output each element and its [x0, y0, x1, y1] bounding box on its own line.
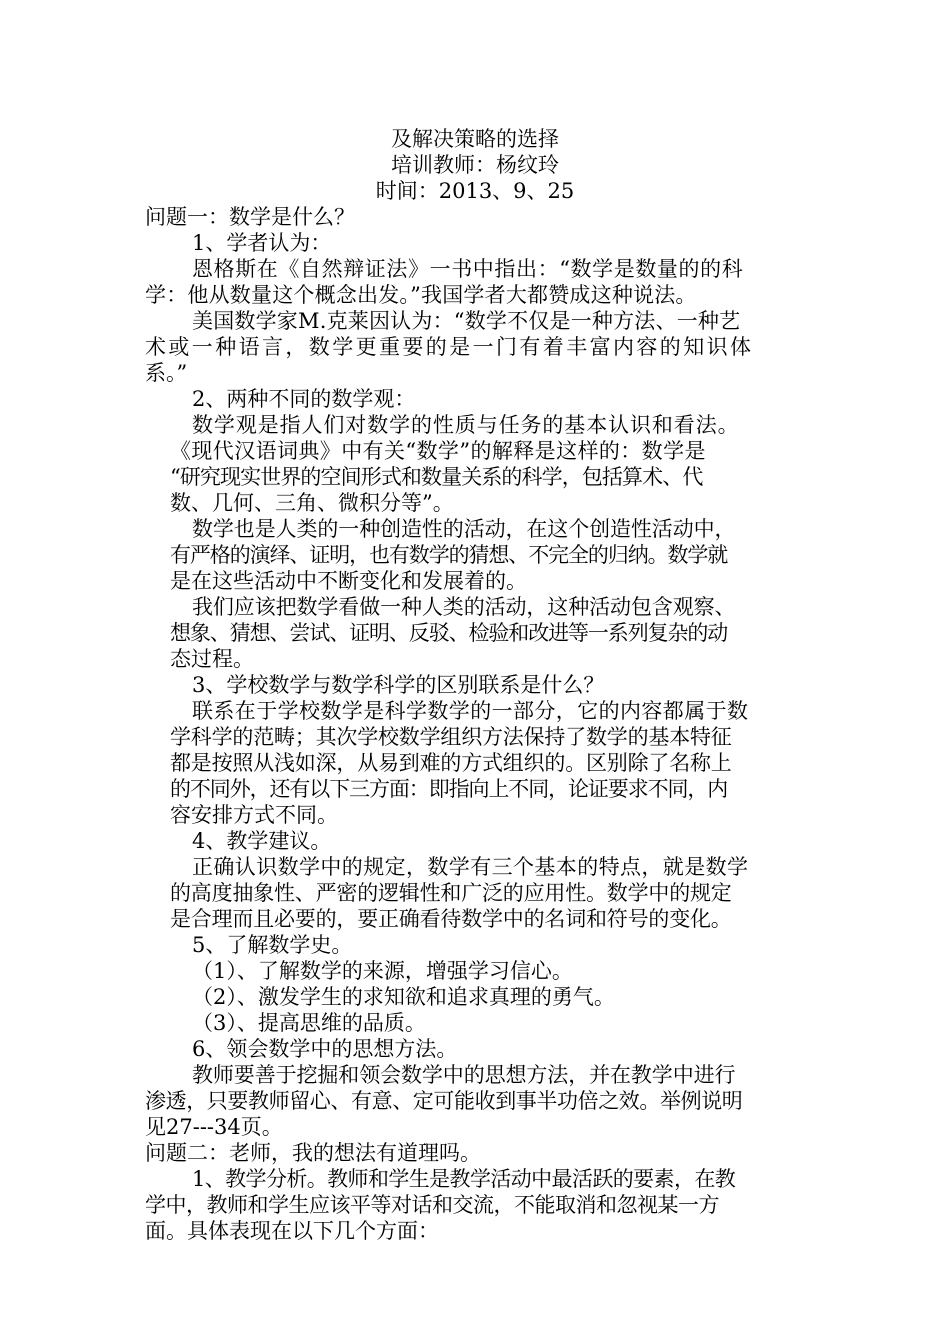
list-item: （3）、提高思维的品质。 [192, 1011, 426, 1035]
paragraph-line: 学科学的范畴；其次学校数学组织方法保持了数学的基本特征 [170, 725, 732, 749]
subheading: 3、学校数学与数学科学的区别联系是什么？ [192, 673, 605, 697]
paragraph-line: 系。” [145, 361, 188, 385]
date-line: 时间：2013、9、25 [375, 179, 575, 203]
paragraph-line: 数、几何、三角、微积分等”。 [170, 491, 454, 515]
paragraph-line: 学：他从数量这个概念出发。”我国学者大都赞成这种说法。 [145, 283, 697, 307]
paragraph-line: 是合理而且必要的，要正确看待数学中的名词和符号的变化。 [170, 907, 732, 931]
subheading: 2、两种不同的数学观： [192, 387, 416, 411]
paragraph-line: 学中，教师和学生应该平等对话和交流，不能取消和忽视某一方 [145, 1193, 719, 1217]
paragraph-line: 都是按照从浅如深，从易到难的方式组织的。区别除了名称上 [170, 751, 732, 775]
paragraph-line: 想象、猜想、尝试、证明、反驳、检验和改进等一系列复杂的动 [170, 621, 728, 645]
paragraph-line: 术或一种语言，数学更重要的是一门有着丰富内容的知识体 [145, 335, 754, 359]
paragraph-line: 的高度抽象性、严密的逻辑性和广泛的应用性。数学中的规定 [170, 881, 732, 905]
list-item: （1）、了解数学的来源，增强学习信心。 [192, 959, 573, 983]
document-title: 及解决策略的选择 [391, 127, 559, 151]
paragraph-line: 容安排方式不同。 [170, 803, 338, 827]
paragraph-line: 教师要善于挖掘和领会数学中的思想方法，并在教学中进行 [192, 1063, 736, 1087]
paragraph-line: 渗透，只要教师留心、有意、定可能收到事半功倍之效。举例说明 [145, 1089, 743, 1113]
section-heading: 问题一：数学是什么？ [145, 205, 355, 229]
subheading: 4、教学建议。 [192, 829, 332, 853]
paragraph-line: 我们应该把数学看做一种人类的活动，这种活动包含观察、 [192, 595, 736, 619]
paragraph-line: 美国数学家M.克莱因认为：“数学不仅是一种方法、一种艺 [192, 309, 741, 333]
paragraph-line: 有严格的演绎、证明，也有数学的猜想、不完全的归纳。数学就 [170, 543, 728, 567]
paragraph-line: 的不同外，还有以下三方面：即指向上不同，论证要求不同，内 [170, 777, 728, 801]
paragraph-line: 联系在于学校数学是科学数学的一部分，它的内容都属于数 [192, 699, 749, 723]
paragraph-line: 态过程。 [170, 647, 254, 671]
paragraph-line: 是在这些活动中不断变化和发展着的。 [170, 569, 527, 593]
paragraph-line: 数学也是人类的一种创造性的活动，在这个创造性活动中， [192, 517, 736, 541]
paragraph-line: 正确认识数学中的规定，数学有三个基本的特点，就是数学 [192, 855, 749, 879]
subheading: 5、了解数学史。 [192, 933, 353, 957]
paragraph-line: 1、教学分析。教师和学生是教学活动中最活跃的要素，在教 [192, 1167, 736, 1191]
trainer-line: 培训教师：杨纹玲 [391, 153, 559, 177]
paragraph-line: 面。具体表现在以下几个方面： [145, 1219, 439, 1243]
subheading: 1、学者认为： [192, 231, 332, 255]
subheading: 6、领会数学中的思想方法。 [192, 1037, 458, 1061]
paragraph-line: 见27---34页。 [145, 1115, 283, 1139]
list-item: （2）、激发学生的求知欲和追求真理的勇气。 [192, 985, 615, 1009]
paragraph-line: 恩格斯在《自然辩证法》一书中指出：“数学是数量的的科 [192, 257, 744, 281]
paragraph-line: “研究现实世界的空间形式和数量关系的科学，包括算术、代 [170, 465, 703, 489]
section-heading: 问题二：老师，我的想法有道理吗。 [145, 1141, 481, 1165]
paragraph-line: 《现代汉语词典》中有关“数学”的解释是这样的：数学是 [170, 439, 706, 463]
paragraph-line: 数学观是指人们对数学的性质与任务的基本认识和看法。 [192, 413, 740, 437]
